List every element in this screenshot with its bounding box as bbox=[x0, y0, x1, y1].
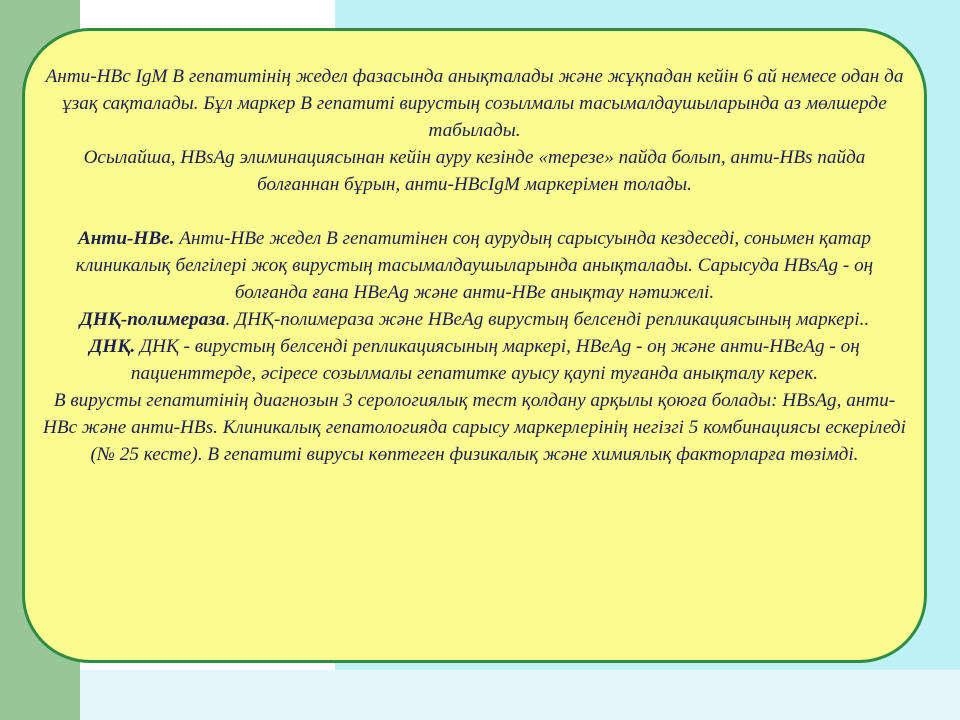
dna-heading: ДНҚ. bbox=[89, 336, 136, 357]
spacer bbox=[42, 198, 907, 225]
dna-text: ДНҚ - вирустың белсенді репликациясының маркері, HBeAg - оң және анти-HBeAg - оң пациенттерде, әсіресе созылмалы гепатитке ауысу қаупі туғанда анықталу керек. bbox=[130, 336, 860, 384]
anti-hbe-text: Анти-HBe жедел В гепатитінен соң аурудың сарысуында кездеседі, сонымен қатар клиникалық белгілері жоқ вирустың тасымалдаушыларында анықталады. Сарысуда HBsAg - оң болғанда ғана HBeAg және анти-HBe анықтау нәтижелі. bbox=[75, 228, 874, 303]
paragraph-dna-polymerase bbox=[42, 306, 907, 333]
dna-polymerase-heading: ДНҚ-полимераза bbox=[79, 309, 226, 330]
paragraph-diagnosis: В вирусты гепатитінің диагнозын 3 серологиялық тест қолдану арқылы қоюға болады: HBsAg, анти-HBc және анти-HBs. Клиникалық гепатологияда сарысу маркерлерінің негізгі 5 комбинациясы ескеріледі (№ 25 кесте). В гепатиті вирусы көптеген физикалық және химиялық факторларға төзімді. bbox=[43, 390, 906, 465]
anti-hbe-heading: Анти-HBe. bbox=[77, 228, 175, 249]
paragraph-anti-hbe bbox=[42, 225, 907, 306]
slide-text bbox=[42, 63, 907, 468]
paragraph-window-period: Осылайша, HBsAg элиминациясынан кейін ауру кезінде «терезе» пайда болып, анти-HBs пайда болғаннан бұрын, анти-HBcIgM маркерімен толады. bbox=[83, 147, 866, 195]
background-bottom-band bbox=[80, 670, 960, 720]
paragraph-anti-hbc-igm: Анти-HBc IgM В гепатитінің жедел фазасында анықталады және жұқпадан кейін 6 ай немесе одан да ұзақ сақталады. Бұл маркер В гепатиті вирустың созылмалы тасымалдаушыларында аз мөлшерде табылады. bbox=[45, 66, 904, 141]
paragraph-dna bbox=[42, 333, 907, 387]
dna-polymerase-text: . ДНҚ-полимераза және HBeAg вирустың белсенді репликациясының маркері.. bbox=[225, 309, 870, 330]
